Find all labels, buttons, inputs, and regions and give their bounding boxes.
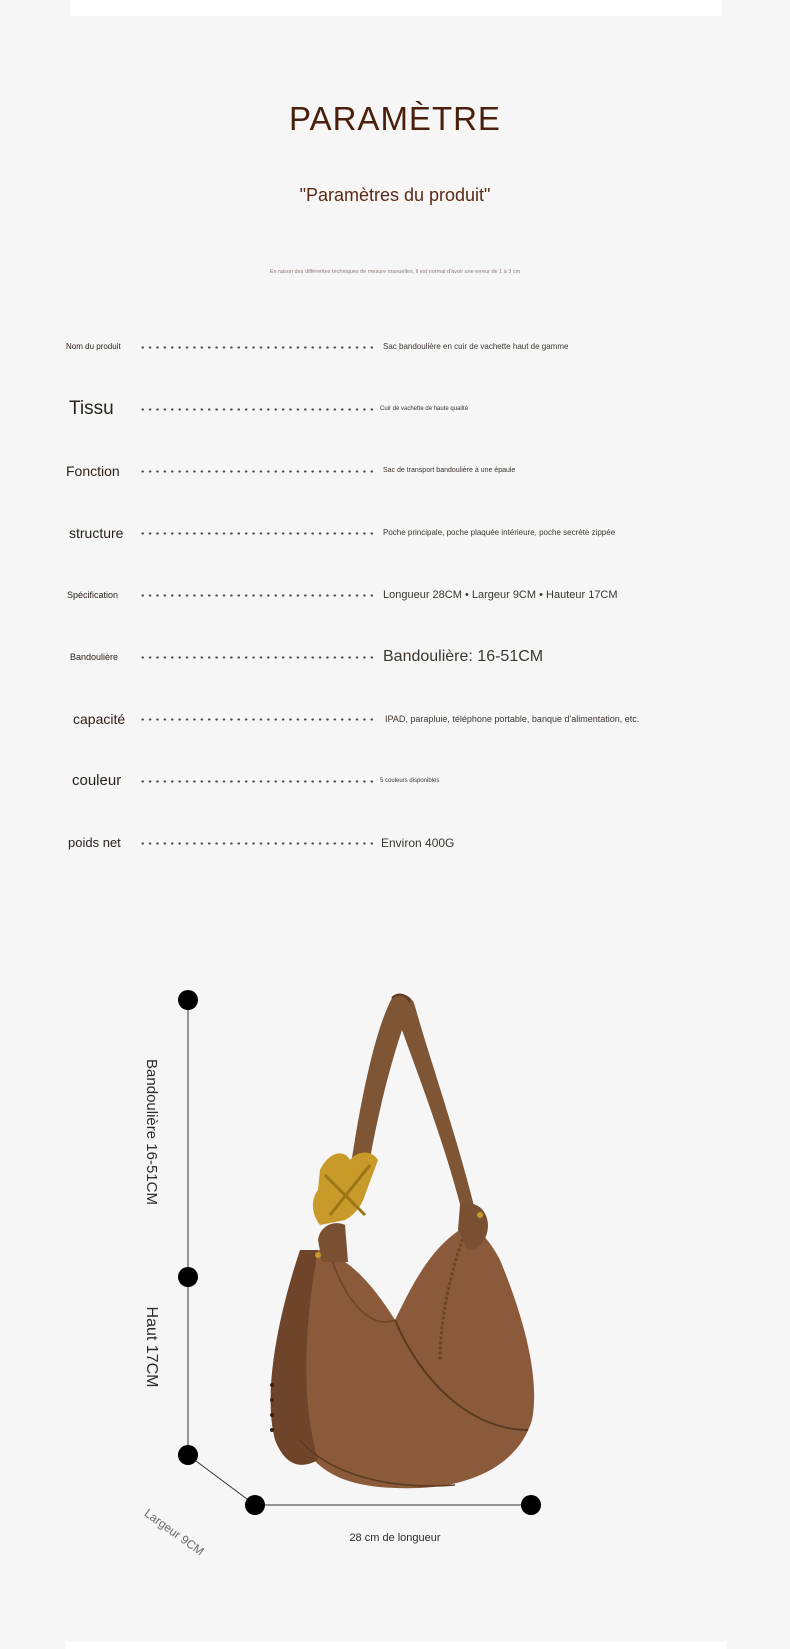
gold-buckle: [313, 1153, 378, 1226]
page-title: PARAMÈTRE: [289, 100, 501, 137]
param-label: poids net: [68, 835, 121, 850]
width-label: Largeur 9CM: [141, 1506, 207, 1559]
param-value: Poche principale, poche plaquée intérieure, poche secrète zippée: [383, 528, 616, 537]
measure-dot: [521, 1495, 541, 1515]
param-label: Spécification: [67, 590, 119, 600]
param-label: Tissu: [69, 398, 114, 419]
param-label: structure: [69, 525, 124, 541]
bottom-divider: [66, 1642, 726, 1649]
height-label: Haut 17CM: [143, 1306, 160, 1388]
param-value: IPAD, parapluie, téléphone portable, banque d'alimentation, etc.: [385, 714, 640, 724]
param-label: Fonction: [66, 463, 120, 479]
measurement-note: En raison des différentes techniques de mesure manuelles, il est normal d'avoir une erreur de 1 à 3 cm: [269, 269, 521, 275]
measure-dot: [178, 990, 198, 1010]
param-value: Longueur 28CM • Largeur 9CM • Hauteur 17CM: [383, 589, 618, 601]
param-value: Environ 400G: [381, 836, 455, 850]
param-label: capacité: [73, 711, 126, 727]
param-value: Sac bandoulière en cuir de vachette haut de gamme: [383, 342, 569, 351]
param-label: Nom du produit: [66, 342, 121, 351]
param-value: Cuir de vachette de haute qualité: [380, 406, 469, 412]
measure-dot: [245, 1495, 265, 1515]
param-label: Bandoulière: [70, 652, 119, 662]
measure-dot: [178, 1445, 198, 1465]
param-value: Sac de transport bandoulière à une épaule: [383, 467, 516, 474]
width-measure-line: [188, 1455, 255, 1505]
param-label: couleur: [72, 772, 122, 789]
length-label: 28 cm de longueur: [349, 1532, 441, 1544]
page-subtitle: "Paramètres du produit": [299, 185, 491, 205]
strap-length-label: Bandoulière 16-51CM: [143, 1059, 160, 1205]
param-value: Bandoulière: 16-51CM: [383, 648, 544, 665]
measure-dot: [178, 1267, 198, 1287]
param-value: 5 couleurs disponibles: [380, 778, 440, 784]
